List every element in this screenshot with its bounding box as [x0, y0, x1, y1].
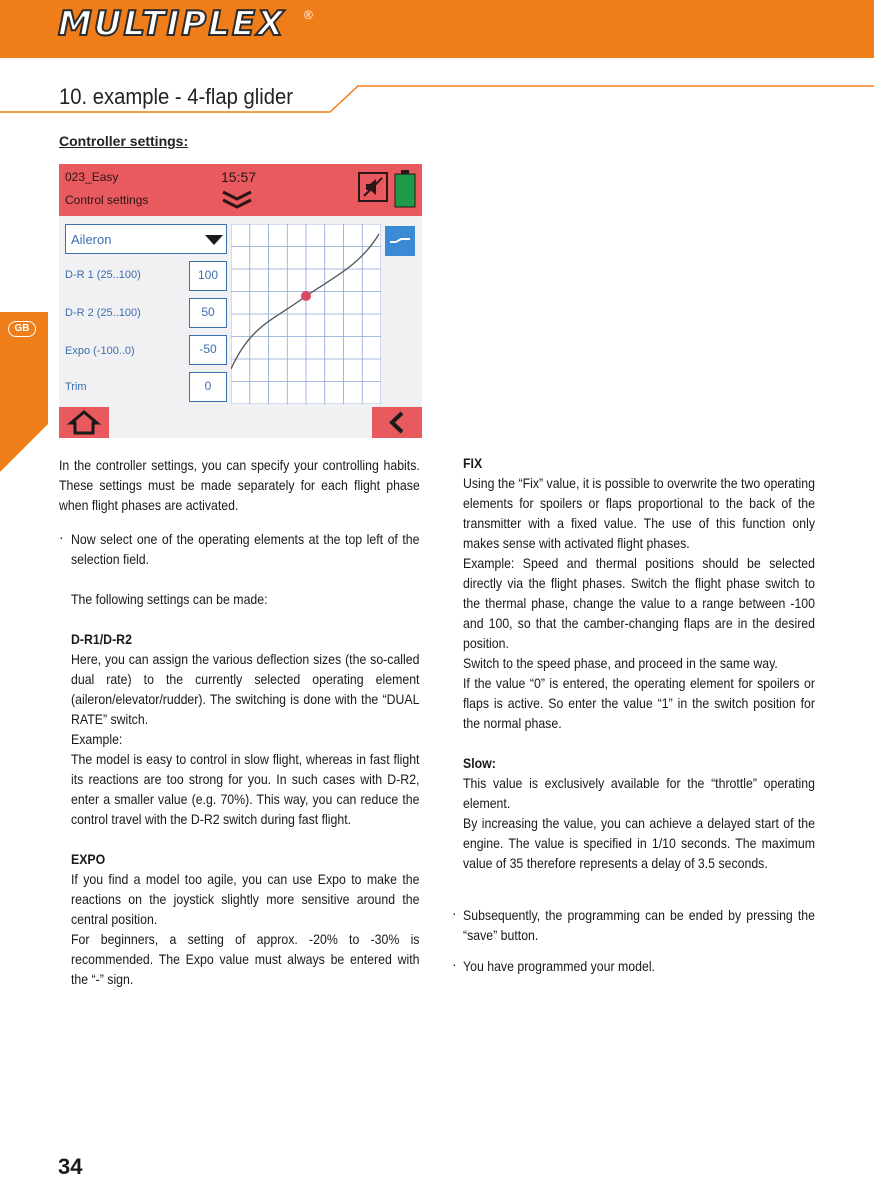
response-curve-graph: [231, 224, 381, 404]
expo-text-2: For beginners, a setting of approx. -20% to -30% is recommended. The Expo value must always be entered with the “-” sign.: [71, 931, 420, 987]
page-title: 10. example - 4-flap glider: [59, 84, 294, 109]
dr-heading: D-R1/D-R2: [71, 631, 132, 647]
bullet-select-element: Now select one of the operating elements at the top left of the selection field.: [71, 531, 420, 567]
fix-text-2: Example: Speed and thermal positions should be selected directly via the flight phases. Switch the flight phase switch to the thermal phase, change the value to a range between -100 and 100, so that the camber-changing flaps are in the desired position.: [463, 555, 815, 651]
left-intro: [59, 455, 420, 515]
example-text: The model is easy to control in slow flight, whereas in fast flight its reactions are too strong for you. In such cases with D-R2, enter a smaller value (e.g. 70%). This way, you can reduce the control travel with the D-R2 switch during fast flight.: [71, 751, 420, 827]
intro-paragraph: In the controller settings, you can specify your controlling habits. These settings must be made separately for each flight phase when flight phases are activated.: [59, 457, 420, 513]
curve-icon[interactable]: [385, 226, 415, 256]
dr-text: Here, you can assign the various deflection sizes (the so-called dual rate) to the currently selected operating element (aileron/elevator/rudder). The switching is done with the “DUAL RATE” switch.: [71, 651, 420, 727]
expo-value[interactable]: -50: [189, 335, 227, 365]
trim-value[interactable]: 0: [189, 372, 227, 402]
home-icon: [59, 407, 109, 438]
dr1-label: D-R 1 (25..100): [65, 269, 141, 281]
speaker-muted-icon[interactable]: [358, 172, 388, 202]
registered-mark: ®: [304, 8, 313, 22]
fix-text-1: Using the “Fix” value, it is possible to overwrite the two operating elements for spoilers or flaps proportional to the back of the transmitter with a fixed value. The use of this function only makes sense with activated flight phases.: [463, 475, 815, 551]
slow-text-2: By increasing the value, you can achieve a delayed start of the engine. The value is specified in 1/10 seconds. The maximum value of 35 therefore represents a delay of 3.5 seconds.: [463, 815, 815, 871]
left-column: [71, 529, 419, 989]
expo-heading: EXPO: [71, 851, 106, 867]
bullet-save: Subsequently, the programming can be ended by pressing the “save” button.: [463, 907, 815, 943]
bullet-dot: ·: [452, 956, 457, 972]
example-label: Example:: [71, 731, 123, 747]
multiplex-logo: MULTIPLEX: [58, 4, 286, 44]
dr2-value[interactable]: 50: [189, 298, 227, 328]
bullet-dot: ·: [59, 529, 64, 545]
dr2-label: D-R 2 (25..100): [65, 307, 141, 319]
following-settings: The following settings can be made:: [71, 591, 268, 607]
transmitter-screen: [59, 164, 422, 438]
fix-text-4: If the value “0” is entered, the operating element for spoilers or flaps is active. So enter the value “1” in the switch position for the normal phase.: [463, 675, 815, 731]
back-arrow-icon: [372, 407, 422, 438]
model-name: 023_Easy: [65, 170, 119, 184]
fix-text-3: Switch to the speed phase, and proceed in the same way.: [463, 655, 778, 671]
curve-center-marker: [301, 291, 311, 301]
bullet-dot: ·: [452, 905, 457, 921]
right-column: [463, 453, 815, 873]
slow-heading: Slow:: [463, 755, 496, 771]
expo-label: Expo (-100..0): [65, 345, 135, 357]
screen-title: Control settings: [65, 193, 149, 207]
control-select[interactable]: [65, 224, 227, 254]
fix-heading: FIX: [463, 455, 483, 471]
double-chevron-icon[interactable]: [220, 188, 254, 210]
home-button[interactable]: [59, 407, 109, 438]
section-subtitle: Controller settings:: [59, 133, 189, 149]
save-bullet: [463, 905, 815, 945]
page-number: 34: [58, 1154, 83, 1179]
expo-text-1: If you find a model too agile, you can use Expo to make the reactions on the joystick slightly more sensitive around the central position.: [71, 871, 420, 927]
back-button[interactable]: [372, 407, 422, 438]
chevron-down-icon: [204, 233, 224, 247]
control-select-value: Aileron: [71, 232, 112, 247]
dr1-value[interactable]: 100: [189, 261, 227, 291]
language-badge: GB: [8, 321, 36, 337]
done-bullet: [463, 956, 815, 976]
battery-icon: [394, 170, 416, 208]
trim-label: Trim: [65, 381, 87, 393]
clock: 15:57: [221, 169, 257, 185]
bullet-done: You have programmed your model.: [463, 958, 655, 974]
slow-text-1: This value is exclusively available for the “throttle” operating element.: [463, 775, 815, 811]
